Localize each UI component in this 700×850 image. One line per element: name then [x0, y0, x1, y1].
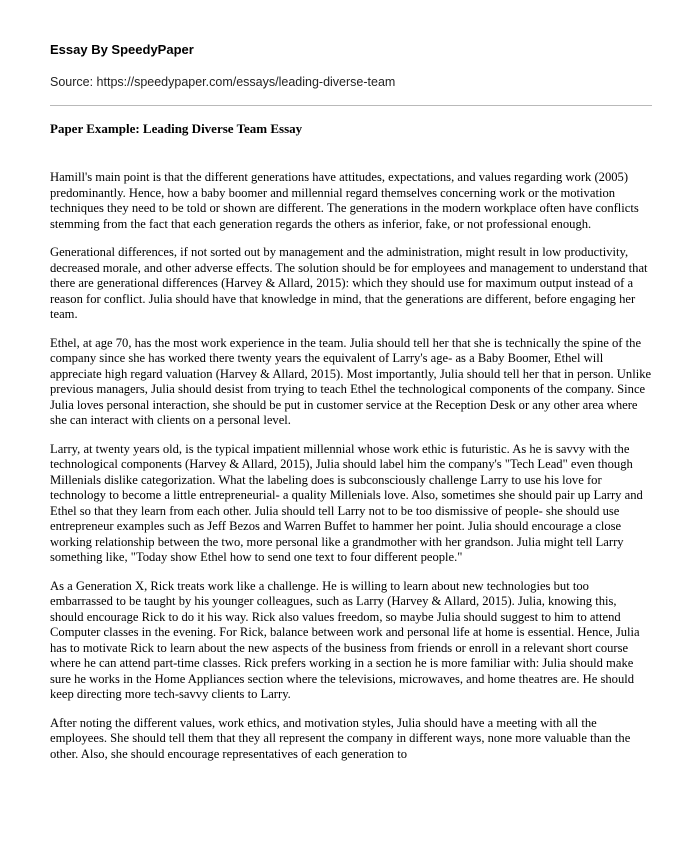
header-divider — [50, 105, 652, 106]
paragraph: As a Generation X, Rick treats work like a challenge. He is willing to learn about new technologies but too embarrassed to be taught by his younger colleagues, such as Larry (Harvey & Allard, 2015). Julia, knowing this, should encourage Rick to do it his way. Rick also values freedom, so maybe Julia should suggest to him to attend Computer classes in the evening. For Rick, balance between work and personal life at home is essential. Hence, Julia has to motivate Rick to learn about the new aspects of the business from friends or enroll in a relevant short course where he can attend part-time classes. Rick prefers working in a section he is more familiar with: Julia should make sure he works in the Home Appliances section where the televisions, microwaves, and home theatres are. He should keep directing more tech-savvy clients to Larry. — [50, 578, 640, 701]
document-page — [50, 42, 652, 775]
paragraph: Generational differences, if not sorted out by management and the administration, might result in low productivity, decreased morale, and other adverse effects. The solution should be for employees and management to understand that there are generational differences (Harvey & Allard, 2015): which they should use for maximum output instead of a reason for conflict. Julia should have that knowledge in mind, that the generations are different, before engaging her team. — [50, 245, 648, 321]
paragraph: Larry, at twenty years old, is the typical impatient millennial whose work ethic is futuristic. As he is savvy with the technological components (Harvey & Allard, 2015), Julia should label him the company's "Tech Lead" even though Millenials dislike categorization. What the labeling does is subconsciously challenge Larry to use his love for technology to become a little entrepreneurial- a quality Millenials love. Also, sometimes she should pair up Larry and Ethel so that they learn from each other. Julia should tell Larry not to be too dismissive of people- she should use entrepreneur examples such as Jeff Bezos and Warren Buffet to hammer her point. Julia should encourage a close working relationship between the two, more personal like a grandmother with her grandson. Julia might tell Larry something like, "Today show Ethel how to send one text to four different people." — [50, 441, 643, 564]
essay-body — [50, 170, 652, 762]
paper-title: Paper Example: Leading Diverse Team Essay — [50, 121, 303, 136]
paragraph: Hamill's main point is that the different generations have attitudes, expectations, and values regarding work (2005) predominantly. Hence, how a baby boomer and millennial regard themselves concerning work or the motivation techniques they need to be told or shown are different. The generations in the modern workplace often have conflicts stemming from the fact that each generation regards the others as inferior, fake, or not professional enough. — [50, 170, 639, 231]
brand-title: Essay By SpeedyPaper — [50, 42, 194, 57]
paragraph: Ethel, at age 70, has the most work experience in the team. Julia should tell her that she is technically the spine of the company since she has worked there twenty years the equivalent of Larry's age- as a Baby Boomer, Ethel will appreciate high regard valuation (Harvey & Allard, 2015). Most importantly, Julia should tell her that in person. Unlike previous managers, Julia should desist from trying to teach Ethel the technological components of the company. Since Julia loves personal interaction, she should be put in customer service at the Reception Desk or any other area where she can interact with clients on a personal level. — [50, 335, 652, 427]
source-line: Source: https://speedypaper.com/essays/leading-diverse-team — [50, 75, 396, 89]
paragraph: After noting the different values, work ethics, and motivation styles, Julia should have a meeting with all the employees. She should tell them that they all represent the company in different ways, none more valuable than the other. Also, she should encourage representatives of each generation to — [50, 715, 631, 761]
